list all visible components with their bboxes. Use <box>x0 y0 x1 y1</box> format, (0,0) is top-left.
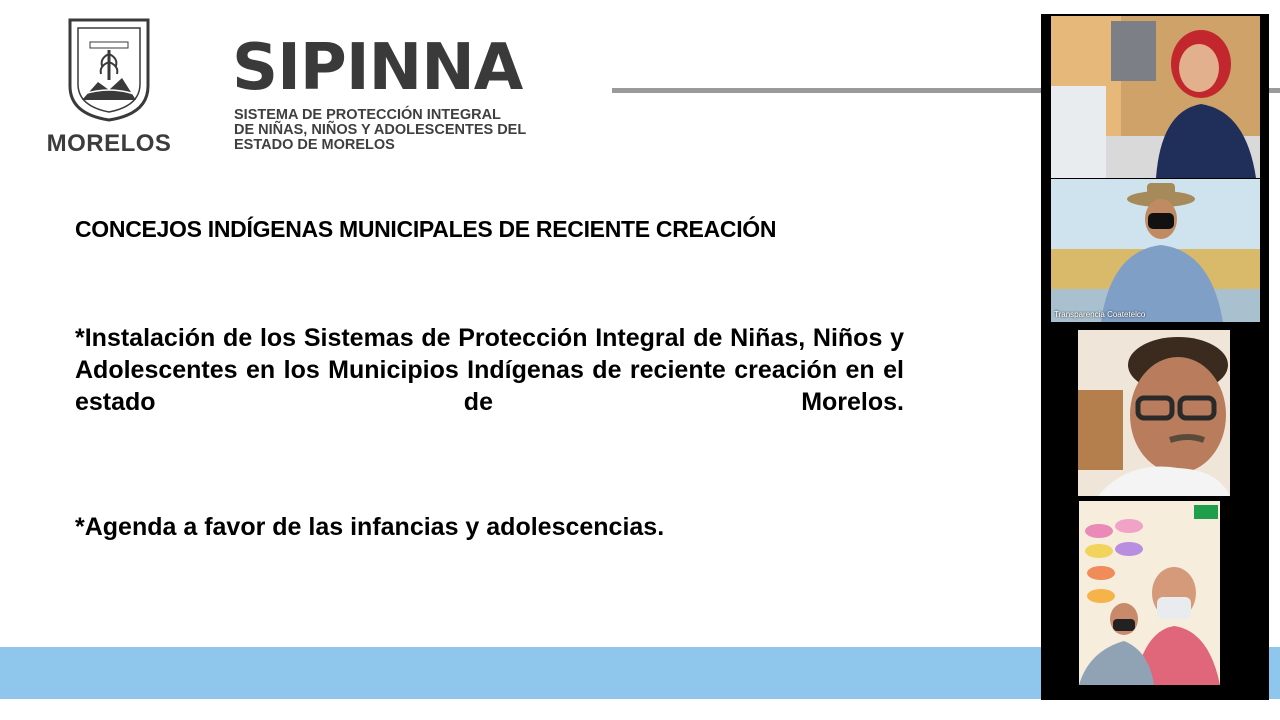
sipinna-subtitle-line: DE NIÑAS, NIÑOS Y ADOLESCENTES DEL <box>234 122 527 138</box>
slide-paragraph-agenda: *Agenda a favor de las infancias y adolescencias. <box>75 513 665 541</box>
slide-paragraph-installation: *Instalación de los Sistemas de Protección Integral de Niñas, Niños y Adolescentes en los Municipios Indígenas de reciente creación en el estado de Morelos. <box>75 324 904 416</box>
participant-video-man-mask-icon <box>1079 501 1220 685</box>
participant-tile-1[interactable] <box>1051 16 1260 178</box>
morelos-logo-text: MORELOS <box>46 130 172 157</box>
sipinna-logo <box>232 31 592 160</box>
participant-tile-2[interactable] <box>1051 179 1260 322</box>
participant-video-woman-desk-icon <box>1051 16 1260 178</box>
video-participants-panel <box>1041 14 1269 700</box>
morelos-seal-icon <box>66 16 152 122</box>
participant-video-man-glasses-icon <box>1078 330 1230 496</box>
sipinna-subtitle-line: ESTADO DE MORELOS <box>234 137 395 153</box>
slide-title: CONCEJOS INDÍGENAS MUNICIPALES DE RECIENTE CREACIÓN <box>75 216 777 242</box>
morelos-logo <box>38 14 180 160</box>
sipinna-subtitle-line: SISTEMA DE PROTECCIÓN INTEGRAL <box>234 107 501 123</box>
sipinna-subtitle <box>234 108 526 153</box>
participant-video-man-hat-icon <box>1051 179 1260 322</box>
participant-tile-3[interactable] <box>1078 330 1230 496</box>
participant-tile-4[interactable] <box>1079 501 1220 685</box>
sipinna-title: SIPINNA <box>232 31 523 105</box>
participant-name: Transparencia Coatetelco <box>1054 310 1146 319</box>
